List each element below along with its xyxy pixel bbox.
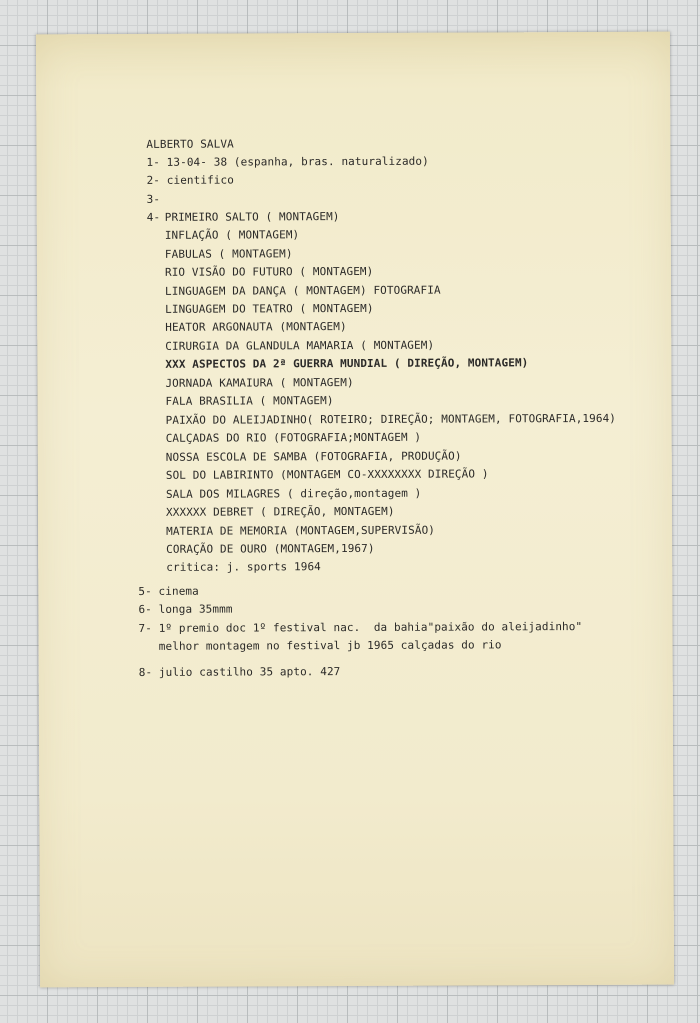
item-2: 2- cientifico: [146, 173, 234, 187]
item-8: 8- julio castilho 35 apto. 427: [138, 665, 341, 679]
work-line: INFLAÇÃO ( MONTAGEM): [164, 228, 300, 242]
work-line: CIRURGIA DA GLANDULA MAMARIA ( MONTAGEM): [165, 338, 435, 353]
work-line: SOL DO LABIRINTO (MONTAGEM CO-XXXXXXXX DIREÇÃO ): [165, 467, 489, 482]
work-line: XXX ASPECTOS DA 2ª GUERRA MUNDIAL ( DIREÇÃO, MONTAGEM): [165, 356, 529, 371]
work-line: PAIXÃO DO ALEIJADINHO( ROTEIRO; DIREÇÃO; MONTAGEM, FOTOGRAFIA,1964): [165, 411, 617, 427]
work-line: XXXXXX DEBRET ( DIREÇÃO, MONTAGEM): [165, 504, 395, 519]
work-line: CALÇADAS DO RIO (FOTOGRAFIA;MONTAGEM ): [165, 430, 422, 445]
item-6: 6- longa 35mmm: [138, 602, 233, 616]
typed-document: [36, 32, 674, 988]
work-line: JORNADA KAMAIURA ( MONTAGEM): [165, 376, 354, 390]
item-5: 5- cinema: [138, 584, 199, 598]
work-line: FABULAS ( MONTAGEM): [164, 247, 293, 261]
work-line: PRIMEIRO SALTO ( MONTAGEM): [164, 210, 340, 224]
work-line: NOSSA ESCOLA DE SAMBA (FOTOGRAFIA, PRODUÇÃO): [165, 449, 462, 464]
work-line: LINGUAGEM DA DANÇA ( MONTAGEM) FOTOGRAFIA: [165, 283, 441, 298]
work-line: FALA BRASILIA ( MONTAGEM): [165, 394, 334, 408]
document-heading: ALBERTO SALVA: [146, 137, 234, 151]
paper-sheet: [36, 32, 674, 988]
work-line: LINGUAGEM DO TEATRO ( MONTAGEM): [165, 301, 374, 316]
critica-line: critica: j. sports 1964: [166, 560, 321, 574]
work-line: CORAÇÃO DE OURO (MONTAGEM,1967): [166, 541, 375, 556]
item-3: 3-: [146, 192, 161, 206]
work-line: SALA DOS MILAGRES ( direção,montagem ): [165, 486, 422, 501]
item-7-continuation: melhor montagem no festival jb 1965 calçadas do rio: [138, 638, 502, 653]
item-7: 7- 1º premio doc 1º festival nac. da bahia"paixão do aleijadinho": [138, 620, 583, 635]
item-4-number: 4-: [146, 210, 161, 224]
work-line: HEATOR ARGONAUTA (MONTAGEM): [165, 320, 347, 334]
work-line: RIO VISÃO DO FUTURO ( MONTAGEM): [164, 264, 374, 279]
item-1: 1- 13-04- 38 (espanha, bras. naturalizado): [146, 154, 429, 169]
work-line: MATERIA DE MEMORIA (MONTAGEM,SUPERVISÃO): [166, 523, 436, 538]
